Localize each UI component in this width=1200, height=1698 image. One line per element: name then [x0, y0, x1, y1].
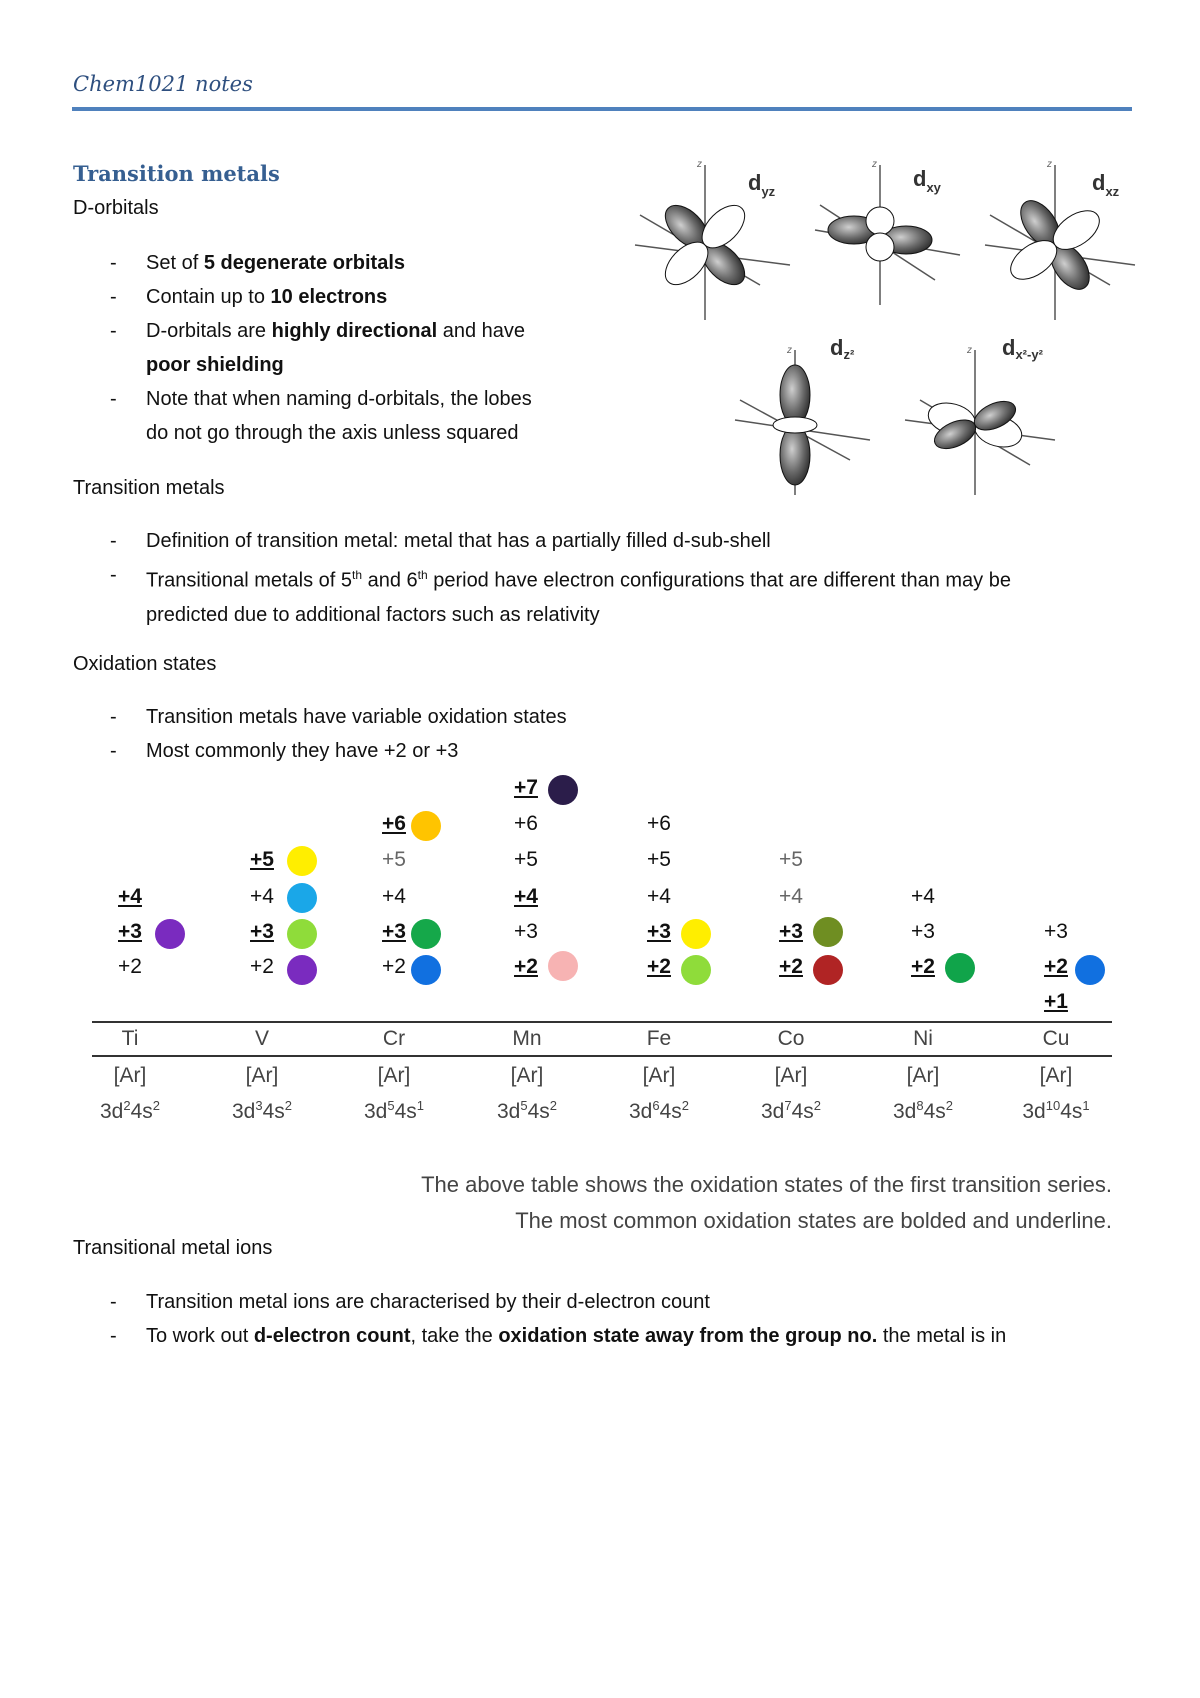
- list-item: - Most commonly they have +2 or +3: [110, 740, 459, 762]
- state-ti-2: +2: [118, 955, 142, 978]
- state-cr-4: +4: [382, 885, 406, 908]
- state-fe-4: +4: [647, 885, 671, 908]
- state-cu-3: +3: [1044, 920, 1068, 943]
- list-item: - To work out d-electron count, take the oxidation state away from the group no. the metal is in: [110, 1325, 1007, 1347]
- color-dot: [1075, 955, 1105, 985]
- state-co-4: +4: [779, 885, 803, 908]
- state-ni-2: +2: [911, 955, 935, 978]
- config-mn: $3d^54s^2$: [496, 1098, 557, 1123]
- ox-heading: Oxidation states: [73, 653, 217, 675]
- table-rule-mid: [92, 1055, 1112, 1057]
- list-item: - Definition of transition metal: metal that has a partially filled d-sub-shell: [110, 530, 771, 552]
- state-cu-1: +1: [1044, 990, 1068, 1013]
- list-item: - Transitional metals of 5th and 6th period have electron configurations that are different than may be predicted due to additional factors such as relativity: [110, 564, 1011, 626]
- state-ni-4: +4: [911, 885, 935, 908]
- svg-text:z: z: [872, 160, 877, 170]
- config-cr: $3d^54s^1$: [363, 1098, 424, 1123]
- list-item: - Set of 5 degenerate orbitals: [110, 252, 405, 274]
- state-fe-6: +6: [647, 812, 671, 835]
- state-mn-2: +2: [514, 955, 538, 978]
- state-co-3: +3: [779, 920, 803, 943]
- color-dot: [411, 811, 441, 841]
- state-ti-3: +3: [118, 920, 142, 943]
- state-cr-3: +3: [382, 920, 406, 943]
- state-mn-6: +6: [514, 812, 538, 835]
- state-v-5: +5: [250, 848, 274, 871]
- state-mn-5: +5: [514, 848, 538, 871]
- section-title: Transition metals: [73, 161, 280, 186]
- color-dot: [813, 955, 843, 985]
- core-fe: [Ar]: [642, 1064, 676, 1087]
- state-cr-6: +6: [382, 812, 406, 835]
- config-cu: $3d^{10}4s^1$: [1022, 1098, 1090, 1123]
- state-fe-2: +2: [647, 955, 671, 978]
- color-dot: [548, 951, 578, 981]
- element-co: Co: [777, 1027, 805, 1050]
- core-cu: [Ar]: [1039, 1064, 1073, 1087]
- color-dot: [287, 955, 317, 985]
- state-mn-4: +4: [514, 885, 538, 908]
- table-caption-line1: The above table shows the oxidation states of the first transition series.: [421, 1172, 1112, 1197]
- element-cu: Cu: [1042, 1027, 1070, 1050]
- color-dot: [155, 919, 185, 949]
- element-fe: Fe: [646, 1027, 672, 1050]
- element-mn: Mn: [512, 1027, 542, 1050]
- label-dx2y2: dx²-y²: [1002, 335, 1043, 362]
- core-mn: [Ar]: [510, 1064, 544, 1087]
- config-ni: $3d^84s^2$: [892, 1098, 953, 1123]
- label-dxy: $d_{xy}$: [913, 166, 941, 195]
- color-dot: [681, 955, 711, 985]
- ions-heading: Transitional metal ions: [73, 1237, 273, 1259]
- state-mn-3: +3: [514, 920, 538, 943]
- label-dxz: $d_{xz}$: [1092, 170, 1120, 199]
- state-v-3: +3: [250, 920, 274, 943]
- config-ti: $3d^24s^2$: [99, 1098, 160, 1123]
- color-dot: [411, 955, 441, 985]
- header-title: Chem1021 notes: [73, 72, 253, 96]
- list-item: - Note that when naming d-orbitals, the lobes do not go through the axis unless squared: [110, 388, 532, 444]
- state-cr-5: +5: [382, 848, 406, 871]
- state-co-5: +5: [779, 848, 803, 871]
- element-ni: Ni: [913, 1027, 933, 1050]
- table-rule-top: [92, 1021, 1112, 1023]
- config-v: $3d^34s^2$: [231, 1098, 292, 1123]
- tm-heading: Transition metals: [73, 477, 225, 499]
- color-dot: [681, 919, 711, 949]
- d-orbital-diagrams: [630, 160, 1140, 505]
- state-ni-3: +3: [911, 920, 935, 943]
- core-ni: [Ar]: [906, 1064, 940, 1087]
- state-v-2: +2: [250, 955, 274, 978]
- table-caption-line2: The most common oxidation states are bolded and underline.: [515, 1208, 1112, 1233]
- color-dot: [813, 917, 843, 947]
- orbital-dx2y2: [905, 345, 1055, 495]
- state-mn-7: +7: [514, 776, 538, 799]
- header-rule: [72, 107, 1132, 111]
- color-dot: [411, 919, 441, 949]
- orbital-dz2: [735, 345, 870, 495]
- element-cr: Cr: [382, 1027, 406, 1050]
- svg-text:z: z: [967, 345, 972, 356]
- color-dot: [287, 846, 317, 876]
- color-dot: [287, 883, 317, 913]
- core-ti: [Ar]: [113, 1064, 147, 1087]
- ox-list: [73, 700, 1073, 768]
- config-co: $3d^74s^2$: [760, 1098, 821, 1123]
- state-v-4: +4: [250, 885, 274, 908]
- element-v: V: [254, 1027, 269, 1050]
- svg-text:z: z: [697, 160, 702, 170]
- state-cu-2: +2: [1044, 955, 1068, 978]
- state-fe-5: +5: [647, 848, 671, 871]
- dorbitals-list: [73, 246, 633, 450]
- list-item: - Contain up to 10 electrons: [110, 286, 388, 308]
- dorbitals-heading: D-orbitals: [73, 197, 159, 219]
- color-dot: [287, 919, 317, 949]
- state-cr-2: +2: [382, 955, 406, 978]
- label-dyz: $d_{yz}$: [748, 170, 776, 199]
- element-ti: Ti: [121, 1027, 139, 1050]
- label-dz2: dz²: [830, 335, 855, 362]
- state-ti-4: +4: [118, 885, 142, 908]
- state-co-2: +2: [779, 955, 803, 978]
- core-cr: [Ar]: [377, 1064, 411, 1087]
- color-dot: [945, 953, 975, 983]
- list-item: - D-orbitals are highly directional and have poor shielding: [110, 320, 526, 376]
- list-item: - Transition metal ions are characterised by their d-electron count: [110, 1291, 710, 1313]
- state-fe-3: +3: [647, 920, 671, 943]
- core-v: [Ar]: [245, 1064, 279, 1087]
- tm-list: [73, 524, 1143, 632]
- ions-list: [73, 1285, 1143, 1353]
- svg-text:z: z: [787, 345, 792, 356]
- list-item: - Transition metals have variable oxidation states: [110, 706, 567, 728]
- svg-text:z: z: [1047, 160, 1052, 170]
- core-co: [Ar]: [774, 1064, 808, 1087]
- color-dot: [548, 775, 578, 805]
- config-fe: $3d^64s^2$: [628, 1098, 689, 1123]
